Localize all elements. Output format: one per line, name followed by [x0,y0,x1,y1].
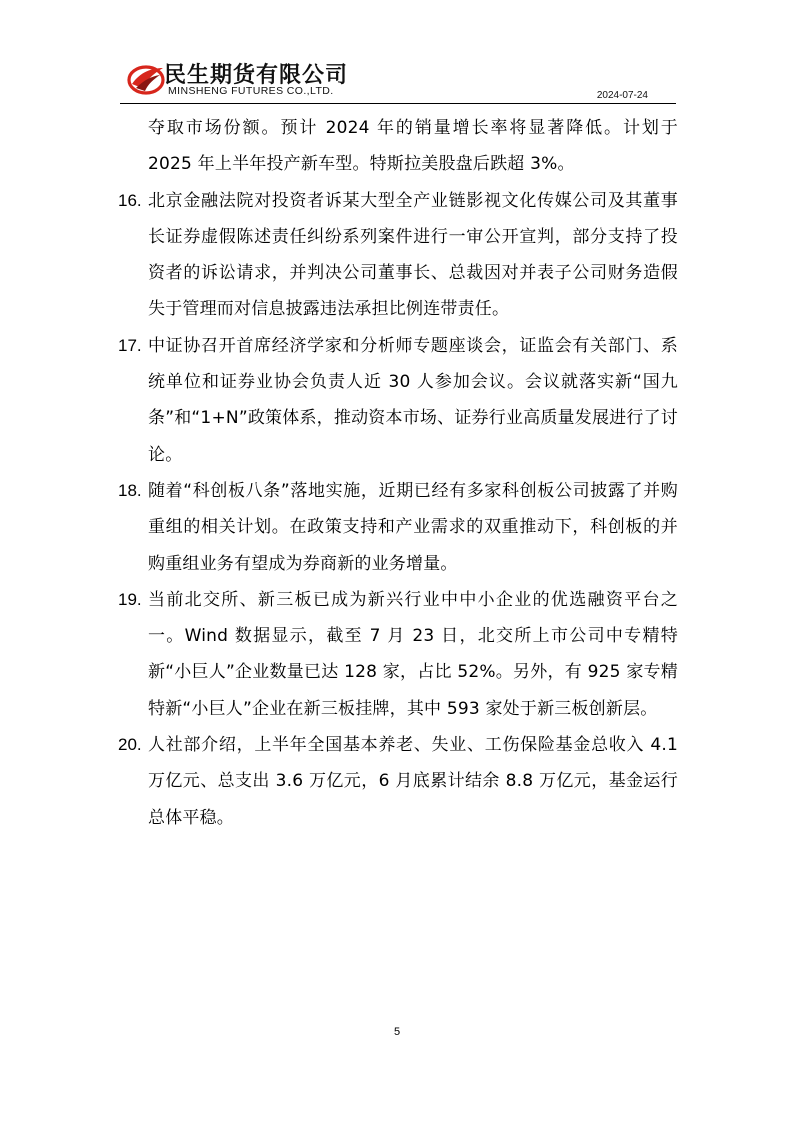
list-item [118,473,678,582]
item-text: 夺取市场份额。预计 2024 年的销量增长率将显著降低。计划于 2025 年上半年投产新车型。特斯拉美股盘后跌超 3%。 [148,118,678,175]
list-item [118,727,678,836]
item-text: 北京金融法院对投资者诉某大型全产业链影视文化传媒公司及其董事长证券虚假陈述责任纠纷系列案件进行一审公开宣判，部分支持了投资者的诉讼请求，并判决公司董事长、总裁因对并表子公司财务造假失于管理而对信息披露违法承担比例连带责任。 [148,190,678,320]
item-number: 18. [118,480,142,500]
item-text: 当前北交所、新三板已成为新兴行业中中小企业的优选融资平台之一。Wind 数据显示，截至 7 月 23 日，北交所上市公司中专精特新“小巨人”企业数量已达 128 家，占比 52%。另外，有 925 家专精特新“小巨人”企业在新三板挂牌，其中 593 家处于新三板创新层。 [148,589,678,719]
list-item [118,183,678,328]
item-number: 20. [118,735,142,755]
item-text: 人社部介绍，上半年全国基本养老、失业、工伤保险基金总收入 4.1 万亿元、总支出 3.6 万亿元，6 月底累计结余 8.8 万亿元，基金运行总体平稳。 [148,735,678,828]
item-text: 随着“科创板八条”落地实施，近期已经有多家科创板公司披露了并购重组的相关计划。在政策支持和产业需求的双重推动下，科创板的并购重组业务有望成为券商新的业务增量。 [148,480,678,574]
item-text: 中证协召开首席经济学家和分析师专题座谈会，证监会有关部门、系统单位和证券业协会负责人近 30 人参加会议。会议就落实新“国九条”和“1+N”政策体系，推动资本市场、证券行业高质量发展进行了讨论。 [148,335,679,465]
header-divider [120,103,676,104]
news-list [118,110,678,836]
list-item [118,328,678,473]
page-number: 5 [393,1026,401,1038]
list-item [118,110,678,183]
list-item [118,582,678,727]
company-logo-icon [126,58,166,98]
item-number: 16. [118,190,142,210]
item-number: 19. [118,589,142,609]
report-date: 2024-07-24 [596,90,648,101]
company-name-en: MINSHENG FUTURES CO.,LTD. [168,85,334,97]
item-number: 17. [118,335,142,355]
page-header [120,52,676,104]
company-name-cn: 民生期货有限公司 [164,63,349,88]
